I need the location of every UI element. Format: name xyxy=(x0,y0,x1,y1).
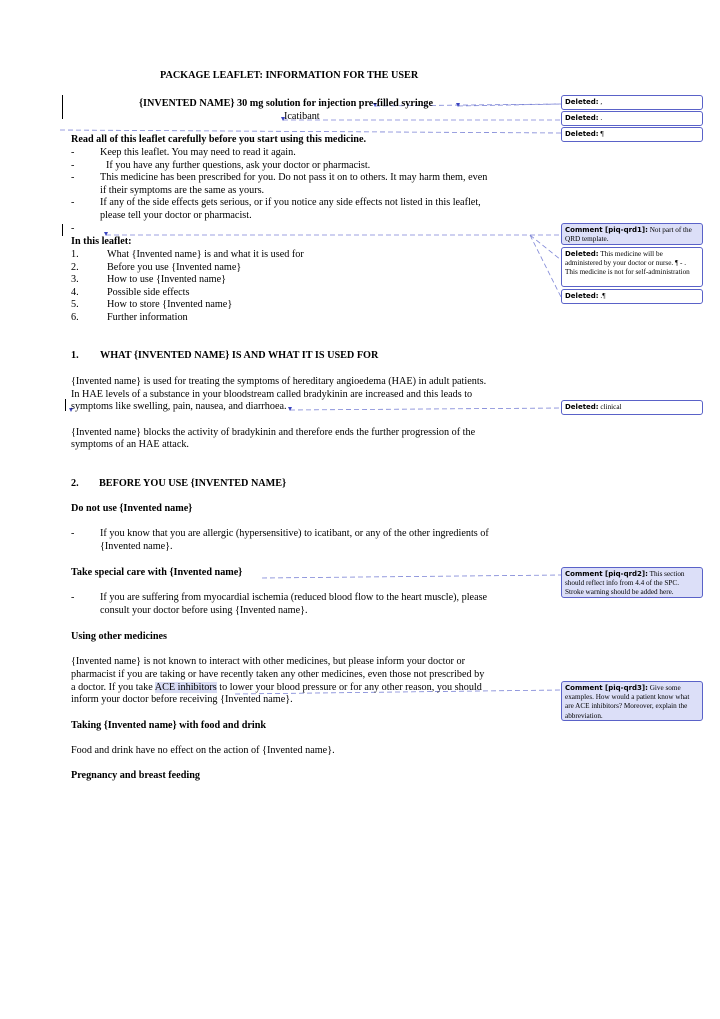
intro-bullet: If you have any further questions, ask your doctor or pharmacist. xyxy=(106,160,371,171)
balloon-text: Not part of the QRD template. xyxy=(565,226,692,244)
body-text: {Invented name} blocks the activity of bradykinin and therefore ends the further progression of the xyxy=(71,427,476,438)
balloon-text: This medicine will be administered by your doctor or nurse. ¶ - . This medicine is not for self-administration xyxy=(565,250,690,277)
balloon-text: ¶ xyxy=(600,130,604,138)
toc-num: 5. xyxy=(71,299,79,310)
deleted-balloon[interactable] xyxy=(561,247,703,287)
body-text-line xyxy=(71,682,482,695)
bullet-dash: - xyxy=(71,223,75,234)
body-text: a doctor. If you take xyxy=(71,682,155,693)
toc-item[interactable]: How to use {Invented name} xyxy=(107,274,226,285)
subheading: Pregnancy and breast feeding xyxy=(71,770,200,781)
toc-item[interactable]: Before you use {Invented name} xyxy=(107,262,242,273)
toc-num: 2. xyxy=(71,262,79,273)
toc-num: 4. xyxy=(71,287,79,298)
active-substance: Icatibant xyxy=(284,111,320,122)
toc-num: 3. xyxy=(71,274,79,285)
body-text: {Invented name} is used for treating the symptoms of hereditary angioedema (HAE) in adult patients. xyxy=(71,376,487,387)
section-number: 1. xyxy=(71,350,79,361)
balloon-label: Comment [piq-qrd3]: xyxy=(565,684,648,692)
body-text: In HAE levels of a substance in your bloodstream called bradykinin are increased and this leads to xyxy=(71,389,473,400)
toc-item[interactable]: How to store {Invented name} xyxy=(107,299,233,310)
balloon-text: . xyxy=(600,114,603,122)
balloon-text: clinical xyxy=(600,403,622,411)
body-text: Food and drink have no effect on the action of {Invented name}. xyxy=(71,745,335,756)
balloon-label: Deleted: xyxy=(565,130,599,138)
toc-num: 1. xyxy=(71,249,79,260)
bullet-dash: - xyxy=(71,172,75,183)
balloon-text: .¶ xyxy=(600,292,606,300)
change-bar xyxy=(62,224,63,236)
commented-text[interactable]: ACE inhibitors xyxy=(154,682,217,693)
leaflet-title: PACKAGE LEAFLET: INFORMATION FOR THE USER xyxy=(160,70,419,81)
section-heading: BEFORE YOU USE {INVENTED NAME} xyxy=(99,478,287,489)
balloon-label: Deleted: xyxy=(565,250,599,258)
toc-item[interactable]: Possible side effects xyxy=(107,287,190,298)
balloon-label: Deleted: xyxy=(565,403,599,411)
change-bar xyxy=(65,399,66,411)
balloon-label: Comment [piq-qrd1]: xyxy=(565,226,648,234)
bullet-dash: - xyxy=(71,147,75,158)
body-text: symptoms like swelling, pain, nausea, and diarrhoea. xyxy=(71,401,287,412)
balloon-text: Give some examples. How would a patient know what are ACE inhibitors? Moreover, explain the abbreviation. xyxy=(565,684,690,720)
intro-bullet: if their symptoms are the same as yours. xyxy=(100,185,265,196)
toc-heading: In this leaflet: xyxy=(71,236,132,247)
body-text: {Invented name} is not known to interact with other medicines, but please inform your doctor or xyxy=(71,656,465,667)
balloon-label: Deleted: xyxy=(565,98,599,106)
intro-bullet: This medicine has been prescribed for you. Do not pass it on to others. It may harm them, even xyxy=(100,172,488,183)
body-text: symptoms of an HAE attack. xyxy=(71,439,189,450)
toc-num: 6. xyxy=(71,312,79,323)
body-text: If you are suffering from myocardial ischemia (reduced blood flow to the heart muscle), please xyxy=(100,592,488,603)
body-text: to lower your blood pressure or for any other reason, you should xyxy=(216,682,482,693)
deleted-balloon[interactable] xyxy=(561,400,703,415)
change-bar xyxy=(62,95,63,119)
body-text: pharmacist if you are taking or have recently taken any other medicines, even those not prescribed by xyxy=(71,669,485,680)
subheading: Using other medicines xyxy=(71,631,168,642)
balloon-text: This section should reflect info from 4.4 of the SPC. Stroke warning should be added here. xyxy=(565,570,685,597)
bullet-dash: - xyxy=(71,160,75,171)
body-text: If you know that you are allergic (hypersensitive) to icatibant, or any of the other ingredients of xyxy=(100,528,489,539)
comment-balloon[interactable] xyxy=(561,681,703,721)
deleted-balloon[interactable] xyxy=(561,95,703,110)
balloon-label: Comment [piq-qrd2]: xyxy=(565,570,648,578)
balloon-label: Deleted: xyxy=(565,114,599,122)
intro-bullet: please tell your doctor or pharmacist. xyxy=(100,210,252,221)
toc-item[interactable]: What {Invented name} is and what it is used for xyxy=(107,249,304,260)
intro-heading: Read all of this leaflet carefully before you start using this medicine. xyxy=(71,134,367,145)
section-number: 2. xyxy=(71,478,79,489)
intro-bullet: Keep this leaflet. You may need to read it again. xyxy=(100,147,296,158)
product-name: {INVENTED NAME} 30 mg solution for injection pre-filled syringe xyxy=(139,98,434,109)
deleted-balloon[interactable] xyxy=(561,111,703,126)
toc-item[interactable]: Further information xyxy=(107,312,188,323)
balloon-label: Deleted: xyxy=(565,292,599,300)
body-text: {Invented name}. xyxy=(100,541,173,552)
comment-balloon[interactable] xyxy=(561,223,703,245)
deleted-balloon[interactable] xyxy=(561,127,703,142)
intro-bullet: If any of the side effects gets serious, or if you notice any side effects not listed in this leaflet, xyxy=(100,197,481,208)
subheading: Take special care with {Invented name} xyxy=(71,567,243,578)
bullet-dash: - xyxy=(71,592,75,603)
subheading: Taking {Invented name} with food and drink xyxy=(71,720,267,731)
bullet-dash: - xyxy=(71,528,75,539)
section-heading: WHAT {INVENTED NAME} IS AND WHAT IT IS USED FOR xyxy=(100,350,379,361)
body-text: inform your doctor before receiving {Invented name}. xyxy=(71,694,293,705)
comment-balloon[interactable] xyxy=(561,567,703,598)
body-text: consult your doctor before using {Invented name}. xyxy=(100,605,308,616)
balloon-text: , xyxy=(600,98,603,106)
bullet-dash: - xyxy=(71,197,75,208)
deleted-balloon[interactable] xyxy=(561,289,703,304)
subheading: Do not use {Invented name} xyxy=(71,503,193,514)
